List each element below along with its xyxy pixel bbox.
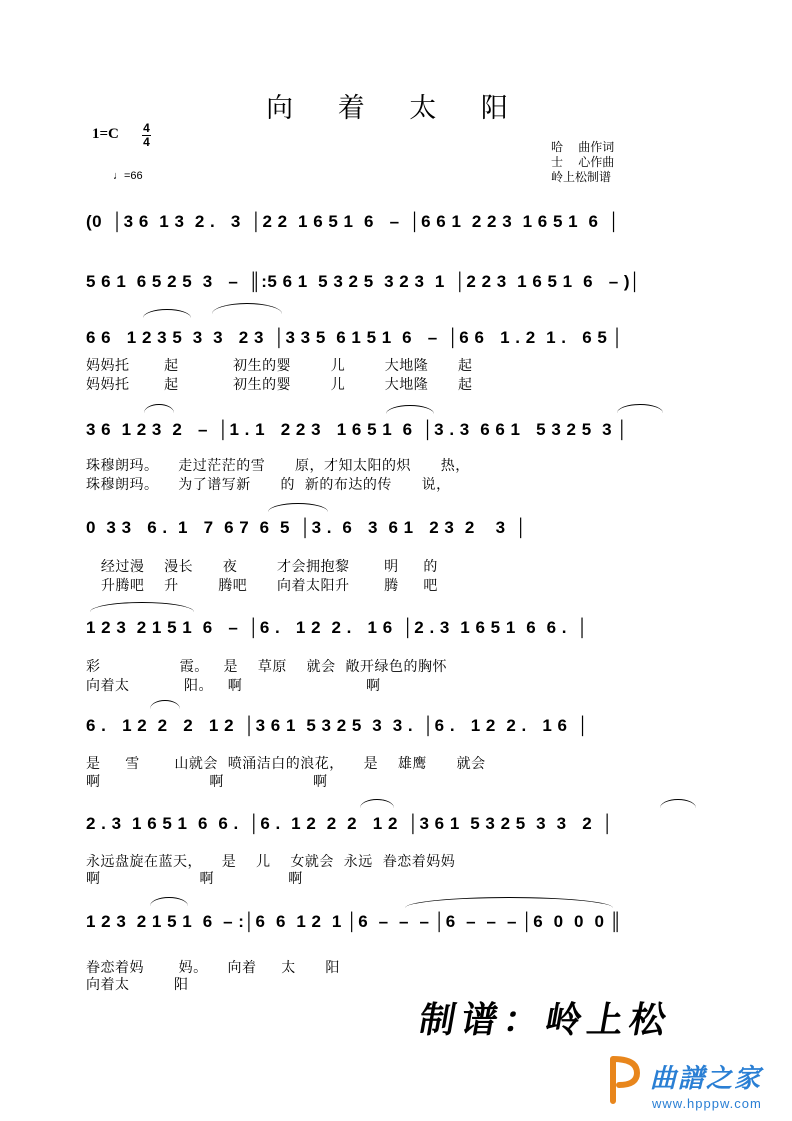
lyrics-row-3-verse-2: 妈妈托 起 初生的婴 儿 大地隆 起 bbox=[86, 377, 473, 393]
credits bbox=[551, 140, 614, 185]
time-signature-bottom: 4 bbox=[143, 135, 150, 149]
lyrics-row-7-verse-1: 是 雪 山就会 喷涌洁白的浪花， 是 雄鹰 就会 bbox=[86, 756, 486, 772]
lyrics-row-6-verse-1: 彩 霞。 是 草原 就会 敞开绿色的胸怀 bbox=[86, 659, 448, 675]
lyrics-row-4-verse-1: 珠穆朗玛。 走过茫茫的雪 原，才知太阳的炽 热， bbox=[86, 458, 470, 474]
time-signature bbox=[142, 122, 151, 148]
lyrics-row-8-verse-2: 啊 啊 啊 bbox=[86, 871, 303, 887]
tie-mark bbox=[90, 602, 194, 612]
lyrics-row-5-verse-1: 经过漫 漫长 夜 才会拥抱黎 明 的 bbox=[86, 559, 438, 575]
transcriber-credit: 岭上松制谱 bbox=[551, 170, 612, 184]
notation-row-7: 6 . 1 2 2 2 1 2 │3 6 1 5 3 2 5 3 3 . │6 . 1 2 2 . 1 6 │ bbox=[86, 716, 590, 735]
tie-mark bbox=[617, 404, 663, 413]
tie-mark bbox=[268, 503, 328, 512]
tie-mark bbox=[386, 405, 434, 414]
tie-mark bbox=[150, 700, 180, 709]
notation-row-4: 3 6 1 2 3 2 – │1 . 1 2 2 3 1 6 5 1 6 │3 . 3 6 6 1 5 3 2 5 3 │ bbox=[86, 420, 629, 439]
tie-mark bbox=[144, 404, 174, 413]
tempo-marking: ♩=66 bbox=[113, 170, 143, 182]
notation-row-8: 2 . 3 1 6 5 1 6 6 . │6 . 1 2 2 2 1 2 │3 6 1 5 3 2 5 3 3 2 │ bbox=[86, 814, 614, 833]
tie-mark bbox=[660, 799, 696, 808]
lyrics-row-6-verse-2: 向着太 阳。 啊 啊 bbox=[86, 678, 381, 694]
time-signature-top: 4 bbox=[143, 121, 150, 135]
transcriber-signature: 制谱：岭上松 bbox=[415, 999, 676, 1041]
watermark-url: www.hpppw.com bbox=[652, 1096, 762, 1111]
notation-row-9: 1 2 3 2 1 5 1 6 – :│6 6 1 2 1 │6 – – – │6 – – – │6 0 0 0 ║ bbox=[86, 912, 623, 931]
lyrics-row-7-verse-2: 啊 啊 啊 bbox=[86, 774, 328, 790]
tie-mark bbox=[150, 897, 188, 906]
key-signature: 1=C bbox=[92, 126, 119, 142]
notation-row-5: 0 3 3 6 . 1 7 6 7 6 5 │3 . 6 3 6 1 2 3 2 3 │ bbox=[86, 518, 528, 537]
notation-row-6: 1 2 3 2 1 5 1 6 – │6 . 1 2 2 . 1 6 │2 . 3 1 6 5 1 6 6 . │ bbox=[86, 618, 589, 637]
tie-mark bbox=[143, 309, 191, 318]
tie-mark bbox=[212, 303, 282, 314]
lyrics-row-3-verse-1: 妈妈托 起 初生的婴 儿 大地隆 起 bbox=[86, 358, 473, 374]
notation-row-2: 5 6 1 6 5 2 5 3 – ║:5 6 1 5 3 2 5 3 2 3 1 │2 2 3 1 6 5 1 6 – )│ bbox=[86, 272, 642, 291]
watermark-brand: 曲譜之家 bbox=[650, 1064, 763, 1094]
notation-row-1: (0 │3 6 1 3 2 . 3 │2 2 1 6 5 1 6 – │6 6 1 2 2 3 1 6 5 1 6 │ bbox=[86, 212, 621, 231]
watermark-logo-icon bbox=[607, 1055, 643, 1105]
composer-credit: 士 心作曲 bbox=[551, 155, 615, 169]
lyrics-row-4-verse-2: 珠穆朗玛。 为了谱写新 的 新的布达的传 说， bbox=[86, 477, 451, 493]
lyrics-row-9-verse-2: 向着太 阳 bbox=[86, 977, 189, 993]
tie-mark bbox=[360, 799, 394, 808]
notation-row-3: 6 6 1 2 3 5 3 3 2 3 │3 3 5 6 1 5 1 6 – │6 6 1 . 2 1 . 6 5 │ bbox=[86, 328, 624, 347]
tie-mark bbox=[405, 897, 613, 908]
lyrics-row-8-verse-1: 永远盘旋在蓝天， 是 儿 女就会 永远 眷恋着妈妈 bbox=[86, 854, 456, 870]
lyrics-row-9-verse-1: 眷恋着妈 妈。 向着 太 阳 bbox=[86, 960, 340, 976]
song-title: 向 着 太 阳 bbox=[266, 93, 526, 124]
lyricist-credit: 哈 曲作词 bbox=[551, 140, 615, 154]
lyrics-row-5-verse-2: 升腾吧 升 腾吧 向着太阳升 腾 吧 bbox=[86, 578, 438, 594]
